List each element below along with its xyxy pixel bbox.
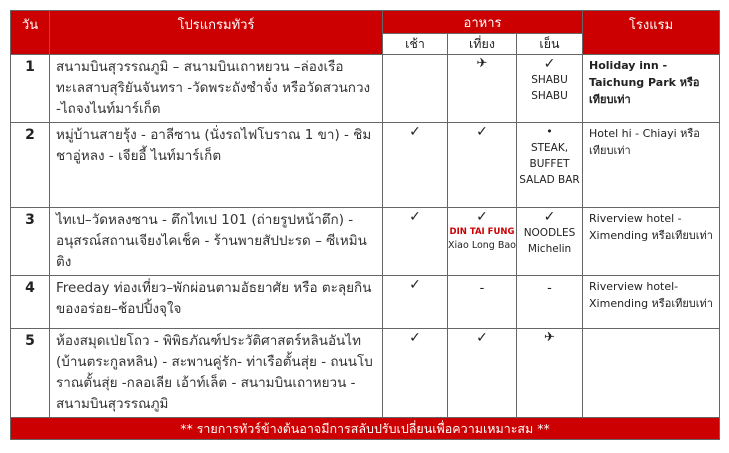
table-row — [11, 123, 720, 208]
dash-icon: - — [547, 281, 552, 296]
dinner-cell — [517, 208, 583, 276]
hotel-text: Hotel hi - Chiayi หรือเทียบเท่า — [583, 123, 720, 208]
header-dinner: เย็น — [517, 34, 583, 55]
breakfast-cell — [383, 123, 448, 208]
dash-icon: - — [479, 281, 485, 296]
airplane-icon: ✈ — [544, 330, 555, 345]
lunch-cell — [448, 276, 517, 329]
hotel-text: Holiday inn - Taichung Park หรือเทียบเท่า — [583, 55, 720, 123]
program-text: ห้องสมุดเป่ยโถว - พิพิธภัณฑ์ประวัติศาสตร์หลินอันไท (บ้านตระกูลหลิน) - สะพานคู่รัก- ท่าเรือตั้นสุ่ย - ถนนโบราณตั้นสุ่ย -กลอเลีย เอ้าท์เล็ต - สนามบินเถาหยวน - สนามบินสุวรรณภูมิ — [50, 329, 383, 418]
day-number: 2 — [11, 123, 50, 208]
dinner-cell — [517, 329, 583, 418]
dinner-cell — [517, 276, 583, 329]
hotel-text: Riverview hotel-Ximending หรือเทียบเท่า — [583, 276, 720, 329]
header-hotel: โรงแรม — [583, 11, 720, 55]
check-icon: ✓ — [409, 330, 421, 346]
lunch-cell — [448, 329, 517, 418]
dinner-cell — [517, 123, 583, 208]
lunch-cell — [448, 208, 517, 276]
hotel-text: Riverview hotel -Ximending หรือเทียบเท่า — [583, 208, 720, 276]
footer-note: ** รายการทัวร์ข้างต้นอาจมีการสลับปรับเปลี่ยนเพื่อความเหมาะสม ** — [11, 418, 720, 440]
breakfast-cell — [383, 55, 448, 123]
airplane-icon: ✈ — [476, 56, 488, 71]
program-text: หมู่บ้านสายรุ้ง - อาลีซาน (นั่งรถไฟโบราณ 1 ขา) - ชิมชาอู่หลง - เจียอี้ ไนท์มาร์เก็ต — [50, 123, 383, 208]
program-text: ไทเป–วัดหลงซาน - ตึกไทเป 101 (ถ่ายรูปหน้าตึก) - อนุสรณ์สถานเจียงไคเช็ค - ร้านพายสัปปะรด – ซีเหมินติง — [50, 208, 383, 276]
table-row — [11, 329, 720, 418]
check-icon: ✓ — [476, 330, 488, 346]
dinner-text: NOODLES Michelin — [523, 227, 576, 255]
check-icon: ✓ — [409, 124, 421, 140]
breakfast-cell — [383, 276, 448, 329]
dinner-cell — [517, 55, 583, 123]
lunch-cell — [448, 123, 517, 208]
header-program: โปรแกรมทัวร์ — [50, 11, 383, 55]
din-tai-fung-logo: DIN TAI FUNG — [449, 227, 515, 237]
check-icon: ✓ — [476, 124, 488, 140]
bullet-icon: • — [546, 125, 553, 138]
breakfast-cell — [383, 208, 448, 276]
table-row — [11, 55, 720, 123]
dinner-text: SHABU SHABU — [531, 74, 568, 102]
program-text: สนามบินสุวรรณภูมิ – สนามบินเถาหยวน –ล่องเรือทะเลสาบสุริยันจันทรา -วัดพระถังซำจั๋ง หรือวัดสวนกวง -ไถจงไนท์มาร์เก็ต — [50, 55, 383, 123]
check-icon: ✓ — [543, 209, 556, 225]
dinner-text: STEAK, BUFFET SALAD BAR — [519, 142, 580, 186]
itinerary-table-wrapper — [10, 10, 719, 440]
table-row — [11, 276, 720, 329]
day-number: 4 — [11, 276, 50, 329]
header-lunch: เที่ยง — [448, 34, 517, 55]
lunch-cell — [448, 55, 517, 123]
header-day: วัน — [11, 11, 50, 55]
table-row — [11, 208, 720, 276]
header-meals: อาหาร — [383, 11, 583, 34]
check-icon: ✓ — [543, 56, 556, 72]
day-number: 3 — [11, 208, 50, 276]
header-breakfast: เช้า — [383, 34, 448, 55]
check-icon: ✓ — [409, 277, 421, 293]
check-icon: ✓ — [409, 209, 421, 225]
program-text: Freeday ท่องเที่ยว–พักผ่อนตามอัธยาศัย หรือ ตะลุยกินของอร่อย–ช้อปปิ้งจุใจ — [50, 276, 383, 329]
lunch-text: Xiao Long Bao — [448, 240, 516, 251]
itinerary-table — [10, 10, 720, 440]
day-number: 1 — [11, 55, 50, 123]
hotel-text — [583, 329, 720, 418]
day-number: 5 — [11, 329, 50, 418]
check-icon: ✓ — [476, 209, 488, 225]
breakfast-cell — [383, 329, 448, 418]
